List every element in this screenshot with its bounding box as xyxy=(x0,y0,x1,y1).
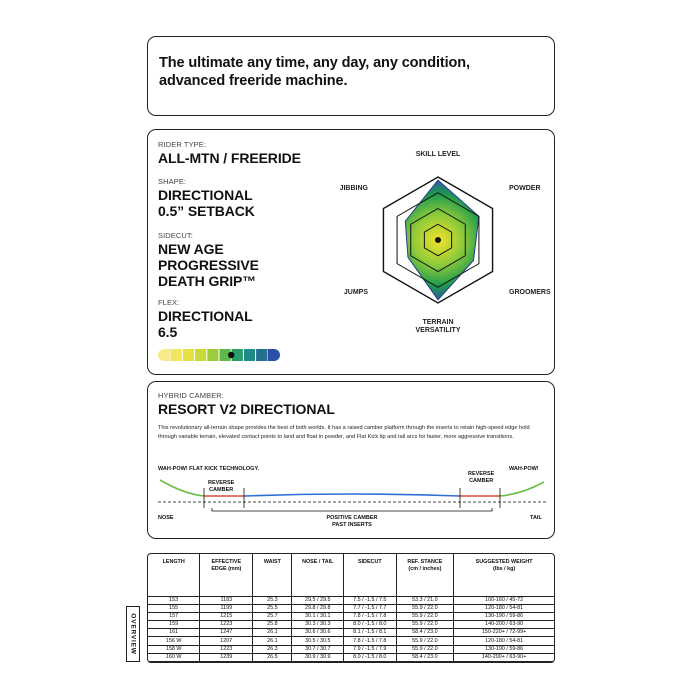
table-cell: 1247 xyxy=(200,629,253,637)
table-cell: 26.5 xyxy=(253,653,292,661)
radar-axis-label: VERSATILITY xyxy=(415,327,461,334)
tagline xyxy=(159,54,470,90)
reverse-camber-right-line: REVERSE xyxy=(468,471,495,477)
column-header-line: SIDECUT xyxy=(357,559,382,565)
radar-chart xyxy=(326,144,552,340)
shape-value-line: DIRECTIONAL xyxy=(158,187,253,203)
table-cell: 150-220+ / 72-99+ xyxy=(454,629,554,637)
table-cell: 25.5 xyxy=(253,605,292,613)
table-cell: 26.1 xyxy=(253,637,292,645)
column-header-line: EDGE (mm) xyxy=(211,566,242,572)
column-header xyxy=(200,554,253,597)
table-row xyxy=(148,653,554,661)
table-cell: 58.4 / 23.0 xyxy=(396,629,454,637)
specs-card xyxy=(147,129,555,375)
reverse-camber-left-line: CAMBER xyxy=(209,487,234,493)
flex-scale-segment xyxy=(171,349,182,361)
table-cell: 1215 xyxy=(200,613,253,621)
flex-label: FLEX: xyxy=(158,298,180,307)
camber-value: RESORT V2 DIRECTIONAL xyxy=(158,401,335,417)
flex-scale-segment xyxy=(256,349,267,361)
table-cell: 55.9 / 22.0 xyxy=(396,637,454,645)
table-cell: 55.9 / 22.0 xyxy=(396,613,454,621)
table-cell: 7.8 / -1.5 / 7.8 xyxy=(344,637,396,645)
radar-axis-label: TERRAIN xyxy=(422,319,454,326)
column-header-line: SUGGESTED WEIGHT xyxy=(475,559,533,565)
table-cell: 140-200 / 63-90 xyxy=(454,621,554,629)
table-row xyxy=(148,637,554,645)
positive-camber-line: PAST INSERTS xyxy=(332,522,372,528)
rider-type-value: ALL-MTN / FREERIDE xyxy=(158,150,301,166)
table-cell: 1207 xyxy=(200,637,253,645)
camber-profile xyxy=(156,478,548,512)
table-cell: 120-180 / 54-81 xyxy=(454,605,554,613)
table-cell: 120-180 / 54-81 xyxy=(454,637,554,645)
column-header xyxy=(292,554,344,597)
flex-scale-segment xyxy=(268,349,280,361)
table-cell: 55.9 / 22.0 xyxy=(396,645,454,653)
flex-value-line: 6.5 xyxy=(158,324,178,340)
table-header-row xyxy=(148,554,554,597)
column-header-line: WAIST xyxy=(263,559,281,565)
table-cell: 7.5 / -1.5 / 7.5 xyxy=(344,597,396,605)
table-cell: 25.3 xyxy=(253,597,292,605)
table-cell: 30.5 / 30.5 xyxy=(292,637,344,645)
flex-rating-dot xyxy=(228,352,234,358)
table-cell: 29.8 / 29.8 xyxy=(292,605,344,613)
table-cell: 157 xyxy=(148,613,200,621)
sidecut-value-line: PROGRESSIVE xyxy=(158,257,259,273)
table-cell: 140-200+ / 63-90+ xyxy=(454,653,554,661)
table-cell: 161 xyxy=(148,629,200,637)
flex-scale-segment xyxy=(183,349,194,361)
table-cell: 29.5 / 29.5 xyxy=(292,597,344,605)
column-header xyxy=(396,554,454,597)
radar-axis-label: POWDER xyxy=(509,185,541,192)
table-cell: 30.7 / 30.7 xyxy=(292,645,344,653)
column-header xyxy=(253,554,292,597)
flex-value-line: DIRECTIONAL xyxy=(158,308,253,324)
overview-tab[interactable] xyxy=(126,606,140,662)
sidecut-value xyxy=(158,241,259,289)
radar-axis-label: GROOMERS xyxy=(509,289,551,296)
reverse-camber-left-line: REVERSE xyxy=(208,480,235,486)
table-cell: 153 xyxy=(148,597,200,605)
flex-scale xyxy=(158,348,286,362)
positive-camber-line: POSITIVE CAMBER xyxy=(326,515,378,521)
table-row xyxy=(148,605,554,613)
table-cell: 26.1 xyxy=(253,629,292,637)
shape-value xyxy=(158,187,255,219)
table-row xyxy=(148,621,554,629)
table-row xyxy=(148,645,554,653)
table-cell: 25.7 xyxy=(253,613,292,621)
table-cell: 1239 xyxy=(200,653,253,661)
table-cell: 1223 xyxy=(200,645,253,653)
table-cell: 158 W xyxy=(148,645,200,653)
radar-center-dot xyxy=(435,237,441,243)
column-header-line: REF. STANCE xyxy=(407,559,443,565)
table-cell: 8.1 / -1.5 / 8.1 xyxy=(344,629,396,637)
radar-axis-label: JUMPS xyxy=(343,289,368,296)
table-cell: 8.0 / -1.5 / 8.0 xyxy=(344,621,396,629)
table-cell: 7.9 / -1.5 / 7.9 xyxy=(344,645,396,653)
sidecut-label: SIDECUT: xyxy=(158,231,193,240)
camber-description: This revolutionary all-terrain shape provides the best of both worlds. It has a raised camber platform through the inserts to retain high-speed edge hold through variable terrain, elevated contact points to land and float in powder, and Flat Kick tip and tail arcs for faster, more aggressive transitions. xyxy=(158,425,530,440)
table-cell: 1199 xyxy=(200,605,253,613)
size-table-card xyxy=(147,553,555,663)
flex-scale-segment xyxy=(244,349,255,361)
table-cell: 26.3 xyxy=(253,645,292,653)
table-cell: 55.9 / 22.0 xyxy=(396,621,454,629)
camber-tail-kick xyxy=(500,482,544,496)
shape-label: SHAPE: xyxy=(158,177,187,186)
column-header-line: LENGTH xyxy=(162,559,185,565)
flex-value xyxy=(158,308,253,340)
table-cell: 30.9 / 30.9 xyxy=(292,653,344,661)
tagline-line: advanced freeride machine. xyxy=(159,73,348,89)
overview-tab-label: OVERVIEW xyxy=(129,613,137,655)
flex-scale-segment xyxy=(207,349,218,361)
sidecut-value-line: NEW AGE xyxy=(158,241,224,257)
wah-pow-left-label: WAH-POW! FLAT KICK TECHNOLOGY. xyxy=(158,466,260,472)
table-cell: 53.3 / 21.0 xyxy=(396,597,454,605)
column-header-line: (cm / inches) xyxy=(408,566,442,572)
column-header xyxy=(148,554,200,597)
table-cell: 30.6 / 30.6 xyxy=(292,629,344,637)
reverse-camber-right-line: CAMBER xyxy=(469,478,494,484)
table-cell: 1183 xyxy=(200,597,253,605)
column-header xyxy=(454,554,554,597)
table-row xyxy=(148,629,554,637)
wah-pow-right-label: WAH-POW! xyxy=(509,466,539,472)
sidecut-value-line: DEATH GRIP™ xyxy=(158,273,257,289)
positive-camber-label xyxy=(312,515,392,529)
size-table xyxy=(148,554,554,662)
column-header xyxy=(344,554,396,597)
table-cell: 156 W xyxy=(148,637,200,645)
column-header-line: EFFECTIVE xyxy=(211,559,242,565)
table-row xyxy=(148,613,554,621)
table-cell: 160 W xyxy=(148,653,200,661)
column-header-line: NOSE / TAIL xyxy=(302,559,334,565)
table-cell: 130-190 / 59-86 xyxy=(454,645,554,653)
column-header-line: (lbs / kg) xyxy=(493,566,516,572)
flex-scale-segment xyxy=(195,349,206,361)
tail-label: TAIL xyxy=(530,515,542,521)
table-cell: 55.9 / 22.0 xyxy=(396,605,454,613)
radar-axis-label: JIBBING xyxy=(339,185,368,192)
table-cell: 159 xyxy=(148,621,200,629)
table-row xyxy=(148,597,554,605)
table-cell: 7.8 / -1.5 / 7.8 xyxy=(344,613,396,621)
table-cell: 100-160 / 45-72 xyxy=(454,597,554,605)
table-cell: 58.4 / 23.0 xyxy=(396,653,454,661)
table-cell: 30.1 / 30.1 xyxy=(292,613,344,621)
table-cell: 1223 xyxy=(200,621,253,629)
table-cell: 8.0 / -1.5 / 8.0 xyxy=(344,653,396,661)
tagline-line: The ultimate any time, any day, any condition, xyxy=(159,55,470,71)
camber-bracket xyxy=(212,508,492,511)
table-cell: 25.8 xyxy=(253,621,292,629)
camber-card xyxy=(147,381,555,539)
camber-positive xyxy=(244,494,460,496)
shape-value-line: 0.5” SETBACK xyxy=(158,203,255,219)
radar-axis-label: SKILL LEVEL xyxy=(415,151,461,158)
camber-label: HYBRID CAMBER: xyxy=(158,391,224,400)
nose-label: NOSE xyxy=(158,515,174,521)
flex-scale-segment xyxy=(158,349,170,361)
table-cell: 30.3 / 30.3 xyxy=(292,621,344,629)
table-cell: 7.7 / -1.5 / 7.7 xyxy=(344,605,396,613)
table-cell: 130-190 / 59-86 xyxy=(454,613,554,621)
camber-nose-kick xyxy=(160,480,204,496)
table-body xyxy=(148,597,554,662)
radar-data-polygon xyxy=(405,180,479,300)
tagline-card xyxy=(147,36,555,116)
table-cell: 155 xyxy=(148,605,200,613)
rider-type-label: RIDER TYPE: xyxy=(158,140,207,149)
